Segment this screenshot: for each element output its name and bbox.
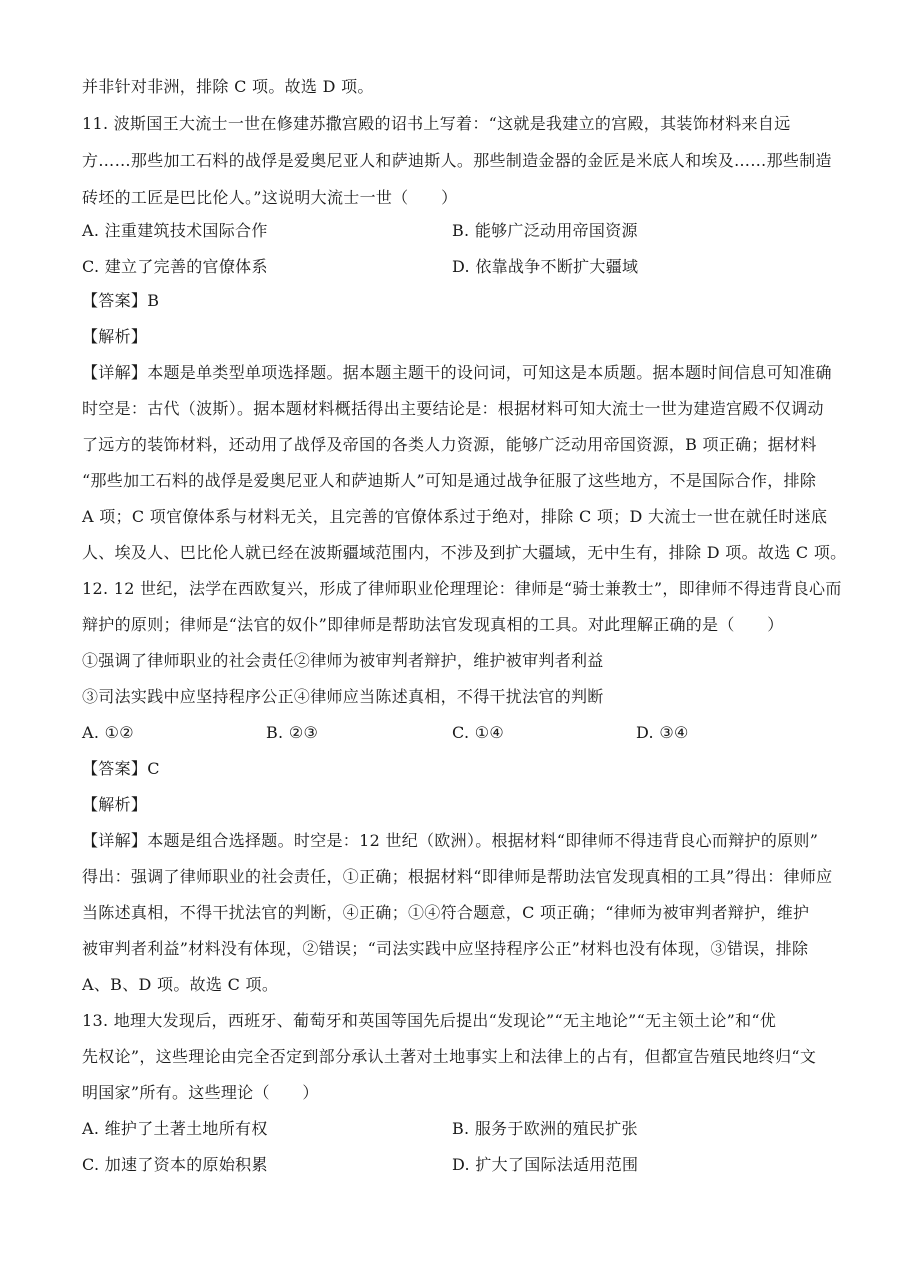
question-12-option-b: B. ②③: [266, 723, 319, 742]
question-11-explanation: “那些加工石料的战俘是爱奥尼亚人和萨迪斯人”可知是通过战争征服了这些地方，不是国际合作，排除: [82, 471, 817, 490]
question-13-option-d: D. 扩大了国际法适用范围: [452, 1155, 639, 1174]
question-11-answer: 【答案】B: [82, 291, 160, 310]
question-12-option-a: A. ①②: [82, 723, 134, 742]
question-11-option-a: A. 注重建筑技术国际合作: [82, 221, 268, 240]
question-13-stem: 明国家”所有。这些理论（ ）: [82, 1083, 319, 1102]
question-12-analysis-heading: 【解析】: [82, 795, 148, 814]
question-12-explanation: 当陈述真相，不得干扰法官的判断，④正确；①④符合题意，C 项正确；“律师为被审判者辩护，维护: [82, 903, 810, 922]
question-13-stem: 13. 地理大发现后，西班牙、葡萄牙和英国等国先后提出“发现论”“无主地论”“无主领土论”和“优: [82, 1011, 777, 1030]
question-13-option-b: B. 服务于欧洲的殖民扩张: [452, 1119, 638, 1138]
question-11-explanation: 了远方的装饰材料，还动用了战俘及帝国的各类人力资源，能够广泛动用帝国资源，B 项正确；据材料: [82, 435, 817, 454]
question-11-option-b: B. 能够广泛动用帝国资源: [452, 221, 638, 240]
question-11-explanation: 时空是：古代（波斯）。据本题材料概括得出主要结论是：根据材料可知大流士一世为建造宫殿不仅调动: [82, 399, 824, 418]
question-11-option-c: C. 建立了完善的官僚体系: [82, 257, 268, 276]
question-12-explanation: 得出：强调了律师职业的社会责任，①正确；根据材料“即律师是帮助法官发现真相的工具”得出：律师应: [82, 867, 833, 886]
question-11-analysis-heading: 【解析】: [82, 327, 148, 346]
question-13-option-c: C. 加速了资本的原始积累: [82, 1155, 268, 1174]
question-12-answer: 【答案】C: [82, 759, 160, 778]
text-line: 并非针对非洲，排除 C 项。故选 D 项。: [82, 77, 374, 96]
question-13-option-a: A. 维护了土著土地所有权: [82, 1119, 268, 1138]
question-11-explanation: 人、埃及人、巴比伦人就已经在波斯疆域范围内，不涉及到扩大疆域，无中生有，排除 D 项。故选 C 项。: [82, 543, 847, 562]
question-12-stem: 辩护的原则；律师是“法官的奴仆”即律师是帮助法官发现真相的工具。对此理解正确的是（ ）: [82, 615, 784, 634]
question-12-explanation: 【详解】本题是组合选择题。时空是：12 世纪（欧洲）。根据材料“即律师不得违背良心而辩护的原则”: [82, 831, 819, 850]
question-11-stem: 11. 波斯国王大流士一世在修建苏撒宫殿的诏书上写着：“这就是我建立的宫殿，其装饰材料来自远: [82, 114, 791, 133]
question-12-statements: ③司法实践中应坚持程序公正④律师应当陈述真相，不得干扰法官的判断: [82, 687, 604, 706]
question-12-option-c: C. ①④: [452, 723, 505, 742]
question-12-stem: 12. 12 世纪，法学在西欧复兴，形成了律师职业伦理理论：律师是“骑士兼教士”，即律师不得违背良心而: [82, 579, 842, 598]
question-12-explanation: A、B、D 项。故选 C 项。: [82, 975, 279, 994]
question-12-option-d: D. ③④: [636, 723, 689, 742]
question-11-option-d: D. 依靠战争不断扩大疆域: [452, 257, 639, 276]
question-12-statements: ①强调了律师职业的社会责任②律师为被审判者辩护，维护被审判者利益: [82, 651, 604, 670]
question-11-stem: 方……那些加工石料的战俘是爱奥尼亚人和萨迪斯人。那些制造金器的金匠是米底人和埃及……那些制造: [82, 151, 832, 170]
question-11-explanation: A 项；C 项官僚体系与材料无关，且完善的官僚体系过于绝对，排除 C 项；D 大流士一世在就任时迷底: [82, 507, 828, 526]
question-12-explanation: 被审判者利益”材料没有体现，②错误；“司法实践中应坚持程序公正”材料也没有体现，③错误，排除: [82, 939, 809, 958]
question-11-stem: 砖坯的工匠是巴比伦人。”这说明大流士一世（ ）: [82, 188, 458, 207]
question-13-stem: 先权论”，这些理论由完全否定到部分承认土著对土地事实上和法律上的占有，但都宣告殖民地终归“文: [82, 1047, 817, 1066]
question-11-explanation: 【详解】本题是单类型单项选择题。据本题主题干的设问词，可知这是本质题。据本题时间信息可知准确: [82, 363, 832, 382]
